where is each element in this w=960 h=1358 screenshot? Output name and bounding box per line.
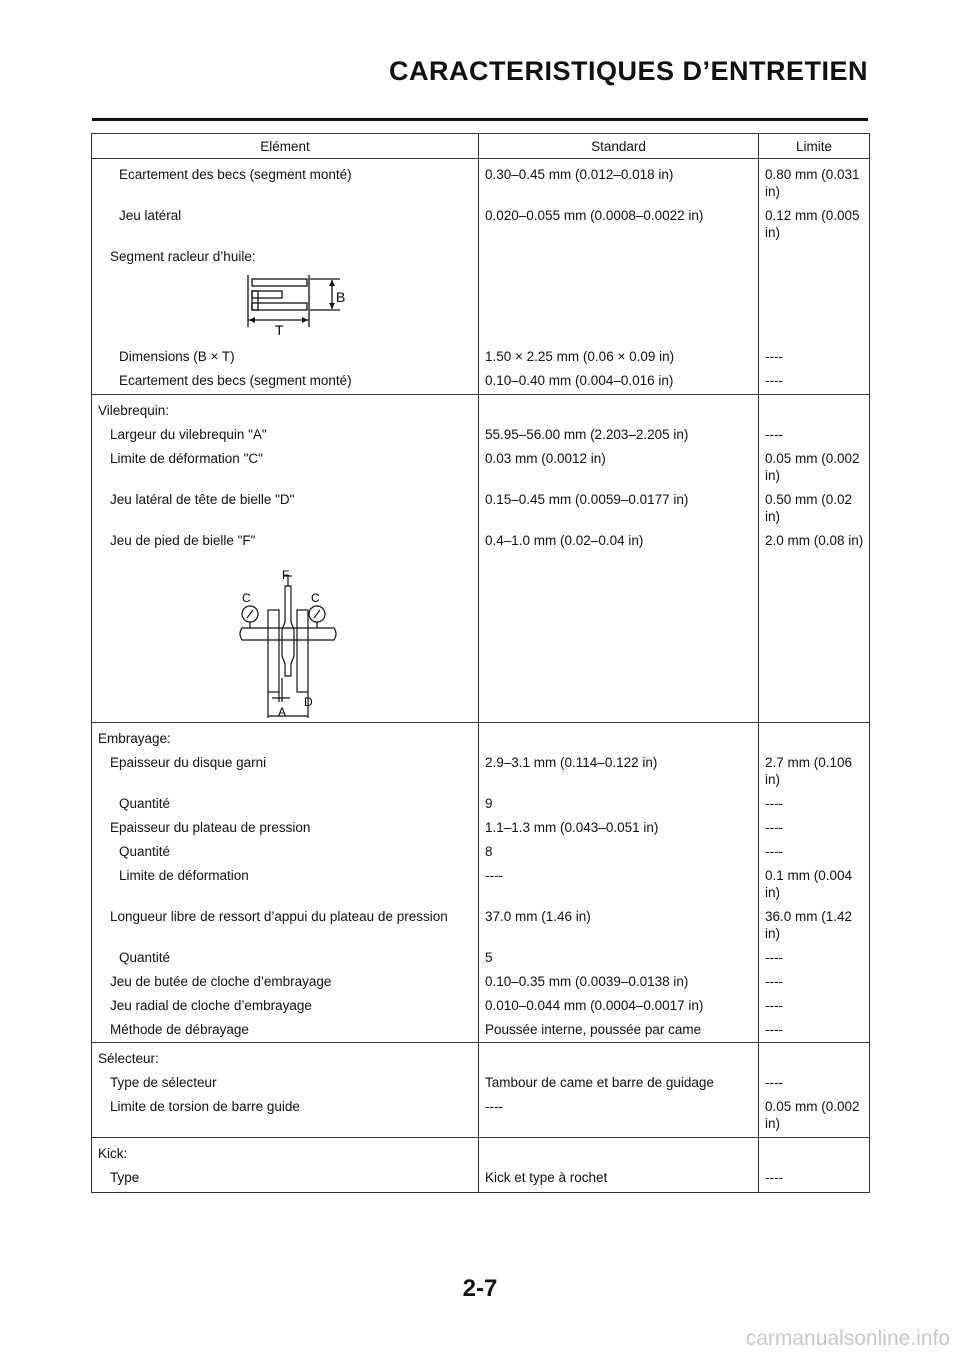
cell-standard: 0.03 mm (0.0012 in) xyxy=(479,443,759,484)
table-row xyxy=(92,365,870,394)
table-row xyxy=(92,1091,870,1137)
cell-standard: 0.010–0.044 mm (0.0004–0.0017 in) xyxy=(479,990,759,1014)
cell-element: Ecartement des becs (segment monté) xyxy=(92,365,479,394)
cell-limite: 36.0 mm (1.42 in) xyxy=(759,901,870,942)
cell-limite xyxy=(759,241,870,265)
cell-element: Jeu latéral de tête de bielle "D" xyxy=(92,484,479,525)
cell-limite: 0.1 mm (0.004 in) xyxy=(759,860,870,901)
table-row xyxy=(92,812,870,836)
section-title: Vilebrequin: xyxy=(92,394,479,419)
cell-limite: ---- xyxy=(759,788,870,812)
label-d: D xyxy=(304,694,313,709)
cell-element: Segment racleur d’huile: xyxy=(92,241,479,265)
cell-standard: 37.0 mm (1.46 in) xyxy=(479,901,759,942)
cell-element: Type de sélecteur xyxy=(92,1067,479,1091)
cell-limite: ---- xyxy=(759,365,870,394)
table-row xyxy=(92,341,870,365)
cell-limite: ---- xyxy=(759,1067,870,1091)
figure-cell xyxy=(92,265,479,341)
cell-standard: 1.1–1.3 mm (0.043–0.051 in) xyxy=(479,812,759,836)
cell-limite: 0.12 mm (0.005 in) xyxy=(759,200,870,241)
table-row xyxy=(92,788,870,812)
table-row xyxy=(92,747,870,788)
cell-element: Type xyxy=(92,1162,479,1193)
crankshaft-diagram xyxy=(92,566,479,718)
cell-element: Quantité xyxy=(92,942,479,966)
cell-limite: 0.80 mm (0.031 in) xyxy=(759,159,870,201)
figure-row xyxy=(92,566,870,723)
cell-standard xyxy=(479,1043,759,1068)
cell-element: Jeu de pied de bielle "F" xyxy=(92,525,479,566)
cell-standard: Kick et type à rochet xyxy=(479,1162,759,1193)
table-row xyxy=(92,901,870,942)
table-row xyxy=(92,241,870,265)
table-row xyxy=(92,200,870,241)
section-row-kick xyxy=(92,1137,870,1162)
cell-limite: ---- xyxy=(759,812,870,836)
cell-limite: ---- xyxy=(759,836,870,860)
cell-limite: ---- xyxy=(759,419,870,443)
cell-limite: 2.0 mm (0.08 in) xyxy=(759,525,870,566)
watermark: carmanualsonline.info xyxy=(745,1327,950,1350)
cell-standard: ---- xyxy=(479,1091,759,1137)
cell-standard: 2.9–3.1 mm (0.114–0.122 in) xyxy=(479,747,759,788)
cell-element: Quantité xyxy=(92,836,479,860)
oil-ring-diagram xyxy=(92,265,479,337)
label-t: T xyxy=(275,322,284,337)
figure-cell xyxy=(92,566,479,723)
table-row xyxy=(92,1067,870,1091)
cell-standard: 0.10–0.35 mm (0.0039–0.0138 in) xyxy=(479,966,759,990)
table-row xyxy=(92,1014,870,1043)
cell-standard: 55.95–56.00 mm (2.203–2.205 in) xyxy=(479,419,759,443)
label-c-left: C xyxy=(242,590,251,605)
cell-element: Limite de torsion de barre guide xyxy=(92,1091,479,1137)
header-element: Elément xyxy=(92,134,479,159)
title-rule xyxy=(92,118,868,121)
table-row xyxy=(92,419,870,443)
cell-standard: 0.15–0.45 mm (0.0059–0.0177 in) xyxy=(479,484,759,525)
cell-standard xyxy=(479,241,759,265)
cell-element: Limite de déformation xyxy=(92,860,479,901)
spec-table xyxy=(91,133,870,1193)
section-title: Sélecteur: xyxy=(92,1043,479,1068)
section-row-selecteur xyxy=(92,1043,870,1068)
section-title: Embrayage: xyxy=(92,722,479,747)
section-row-vilebrequin xyxy=(92,394,870,419)
cell-limite: ---- xyxy=(759,942,870,966)
cell-element: Ecartement des becs (segment monté) xyxy=(92,159,479,201)
table-row xyxy=(92,1162,870,1193)
table-row xyxy=(92,159,870,201)
table-row xyxy=(92,942,870,966)
label-f: F xyxy=(282,567,290,582)
table-row xyxy=(92,443,870,484)
cell-standard: 1.50 × 2.25 mm (0.06 × 0.09 in) xyxy=(479,341,759,365)
cell-element: Dimensions (B × T) xyxy=(92,341,479,365)
cell-standard: ---- xyxy=(479,860,759,901)
table-row xyxy=(92,966,870,990)
cell-standard: Poussée interne, poussée par came xyxy=(479,1014,759,1043)
label-a: A xyxy=(278,704,287,718)
page-number: 2-7 xyxy=(462,1275,498,1302)
figure-row xyxy=(92,265,870,341)
cell-standard: 5 xyxy=(479,942,759,966)
page-title: CARACTERISTIQUES D’ENTRETIEN xyxy=(388,56,868,86)
cell-standard: 0.30–0.45 mm (0.012–0.018 in) xyxy=(479,159,759,201)
cell-element: Jeu radial de cloche d’embrayage xyxy=(92,990,479,1014)
cell-limite xyxy=(759,1043,870,1068)
cell-element: Jeu de butée de cloche d’embrayage xyxy=(92,966,479,990)
section-row-embrayage xyxy=(92,722,870,747)
table-row xyxy=(92,836,870,860)
cell-standard: 0.020–0.055 mm (0.0008–0.0022 in) xyxy=(479,200,759,241)
table-row xyxy=(92,990,870,1014)
cell-element: Quantité xyxy=(92,788,479,812)
label-b: B xyxy=(336,289,346,305)
cell-limite: 2.7 mm (0.106 in) xyxy=(759,747,870,788)
cell-element: Méthode de débrayage xyxy=(92,1014,479,1043)
label-c-right: C xyxy=(311,590,320,605)
cell-standard: 8 xyxy=(479,836,759,860)
cell-element: Limite de déformation "C" xyxy=(92,443,479,484)
cell-limite xyxy=(759,722,870,747)
cell-limite: ---- xyxy=(759,990,870,1014)
cell-limite: ---- xyxy=(759,341,870,365)
cell-element: Epaisseur du plateau de pression xyxy=(92,812,479,836)
header-limite: Limite xyxy=(759,134,870,159)
cell-element: Largeur du vilebrequin "A" xyxy=(92,419,479,443)
cell-standard xyxy=(479,394,759,419)
table-row xyxy=(92,525,870,566)
cell-standard xyxy=(479,722,759,747)
header-standard: Standard xyxy=(479,134,759,159)
cell-element: Longueur libre de ressort d’appui du plateau de pression xyxy=(92,901,479,942)
cell-standard: 9 xyxy=(479,788,759,812)
cell-limite: 0.05 mm (0.002 in) xyxy=(759,1091,870,1137)
cell-standard: 0.10–0.40 mm (0.004–0.016 in) xyxy=(479,365,759,394)
cell-element: Jeu latéral xyxy=(92,200,479,241)
cell-limite: ---- xyxy=(759,966,870,990)
cell-limite: 0.50 mm (0.02 in) xyxy=(759,484,870,525)
cell-standard xyxy=(479,1137,759,1162)
cell-limite xyxy=(759,1137,870,1162)
cell-standard: Tambour de came et barre de guidage xyxy=(479,1067,759,1091)
cell-limite: ---- xyxy=(759,1162,870,1193)
section-title: Kick: xyxy=(92,1137,479,1162)
table-row xyxy=(92,484,870,525)
cell-limite xyxy=(759,394,870,419)
table-row xyxy=(92,860,870,901)
cell-limite: 0.05 mm (0.002 in) xyxy=(759,443,870,484)
cell-standard: 0.4–1.0 mm (0.02–0.04 in) xyxy=(479,525,759,566)
cell-element: Epaisseur du disque garni xyxy=(92,747,479,788)
cell-limite: ---- xyxy=(759,1014,870,1043)
table-header-row xyxy=(92,134,870,159)
